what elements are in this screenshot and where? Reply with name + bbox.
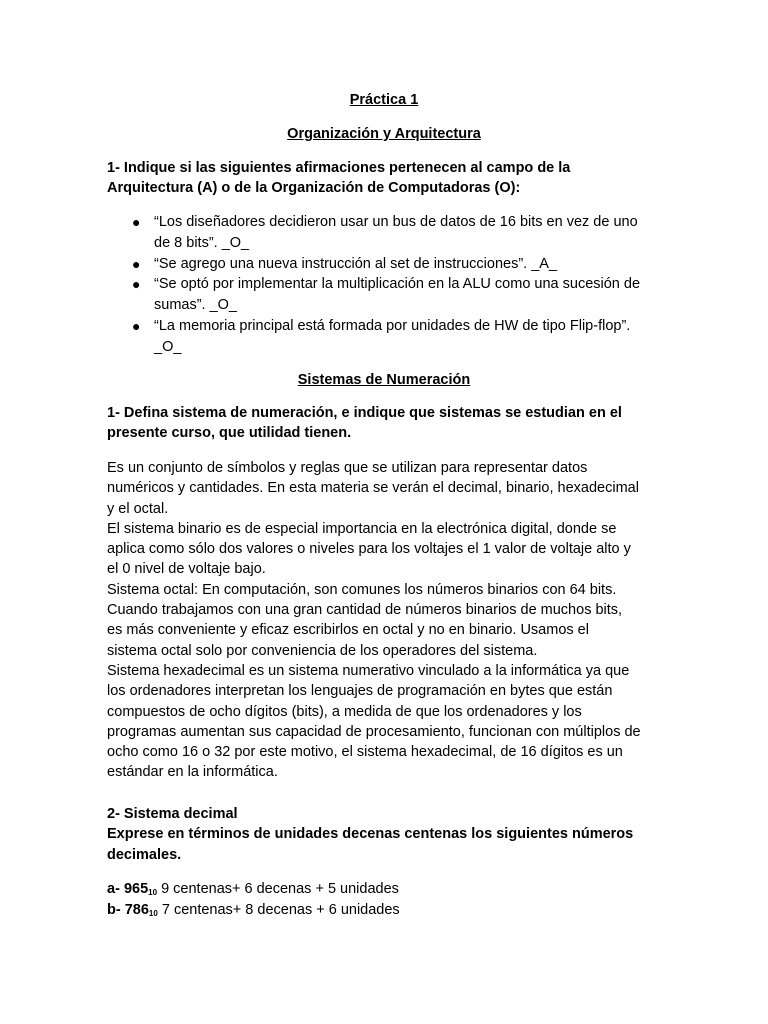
answer-item-a: a- $965_{10}$ 9 centenas+ 6 decenas + 5 unidades [107, 881, 399, 897]
bullet-icon: ● [132, 214, 141, 230]
document-subtitle: Organización y Arquitectura [287, 126, 481, 142]
statement-list [130, 212, 670, 358]
bullet-icon: ● [132, 276, 141, 293]
question-1-line: Arquitectura (A) o de la Organización de Computadoras (O): [107, 180, 521, 197]
bullet-icon: ● [132, 255, 141, 272]
question-1-line: 1- Indique si las siguientes afirmaciones pertenecen al campo de la [107, 160, 571, 176]
list-item: ● “Se agrego una nueva instrucción al set de instrucciones”. _A_ [130, 254, 670, 275]
question-decimal-heading: 2- Sistema decimal Exprese en términos de unidades decenas centenas los siguientes números decimales. [107, 806, 634, 863]
question-numeracion-heading: 1- Defina sistema de numeración, e indique que sistemas se estudian en el presente curso, que utilidad tienen. [107, 405, 622, 442]
list-item: ● “La memoria principal está formada por unidades de HW de tipo Flip-flop”. _O_ [132, 317, 631, 355]
list-item: ● “Se optó por implementar la multiplicación en la ALU como una sucesión de sumas”. _O_ [132, 276, 641, 314]
document-title: Práctica 1 [349, 92, 419, 108]
question-1-heading [107, 158, 667, 199]
bullet-icon: ● [132, 317, 141, 334]
list-item: ● “Los diseñadores decidieron usar un bus de datos de 16 bits en vez de uno de 8 bits”. _O_ [132, 214, 638, 251]
answer-item-b: b- $786_{10}$ 7 centenas+ 8 decenas + 6 unidades [107, 902, 400, 918]
section-heading-numeracion: Sistemas de Numeración [297, 372, 471, 388]
answer-paragraph: Es un conjunto de símbolos y reglas que se utilizan para representar datos numéricos y cantidades. En esta materia se verán el decimal, binario, hexadecimal y el octal. El sistema binario es de especial importancia en la electrónica digital, donde se aplica como sólo dos valores o niveles para los voltajes el 1 valor de voltaje alto y el 0 nivel de voltaje bajo. Sistema octal: En computación, son comunes los números binarios con 64 bits. Cuando trabajamos con una gran cantidad de números binarios de muchos bits, es más conveniente y eficaz escribirlos en octal y no en binario. Usamos el sistema octal solo por conveniencia de los operadores del sistema. Sistema hexadecimal es un sistema numerativo vinculado a la informática ya que los ordenadores interpretan los lenguajes de programación en bytes que están compuestos de ocho dígitos (bits), a medida de que los ordenadores y los programas aumentan sus capacidad de procesamiento, funcionan con múltiplos de ocho como 16 o 32 por este motivo, el sistema hexadecimal, de 16 dígitos es un estándar en la informática. [107, 460, 641, 781]
